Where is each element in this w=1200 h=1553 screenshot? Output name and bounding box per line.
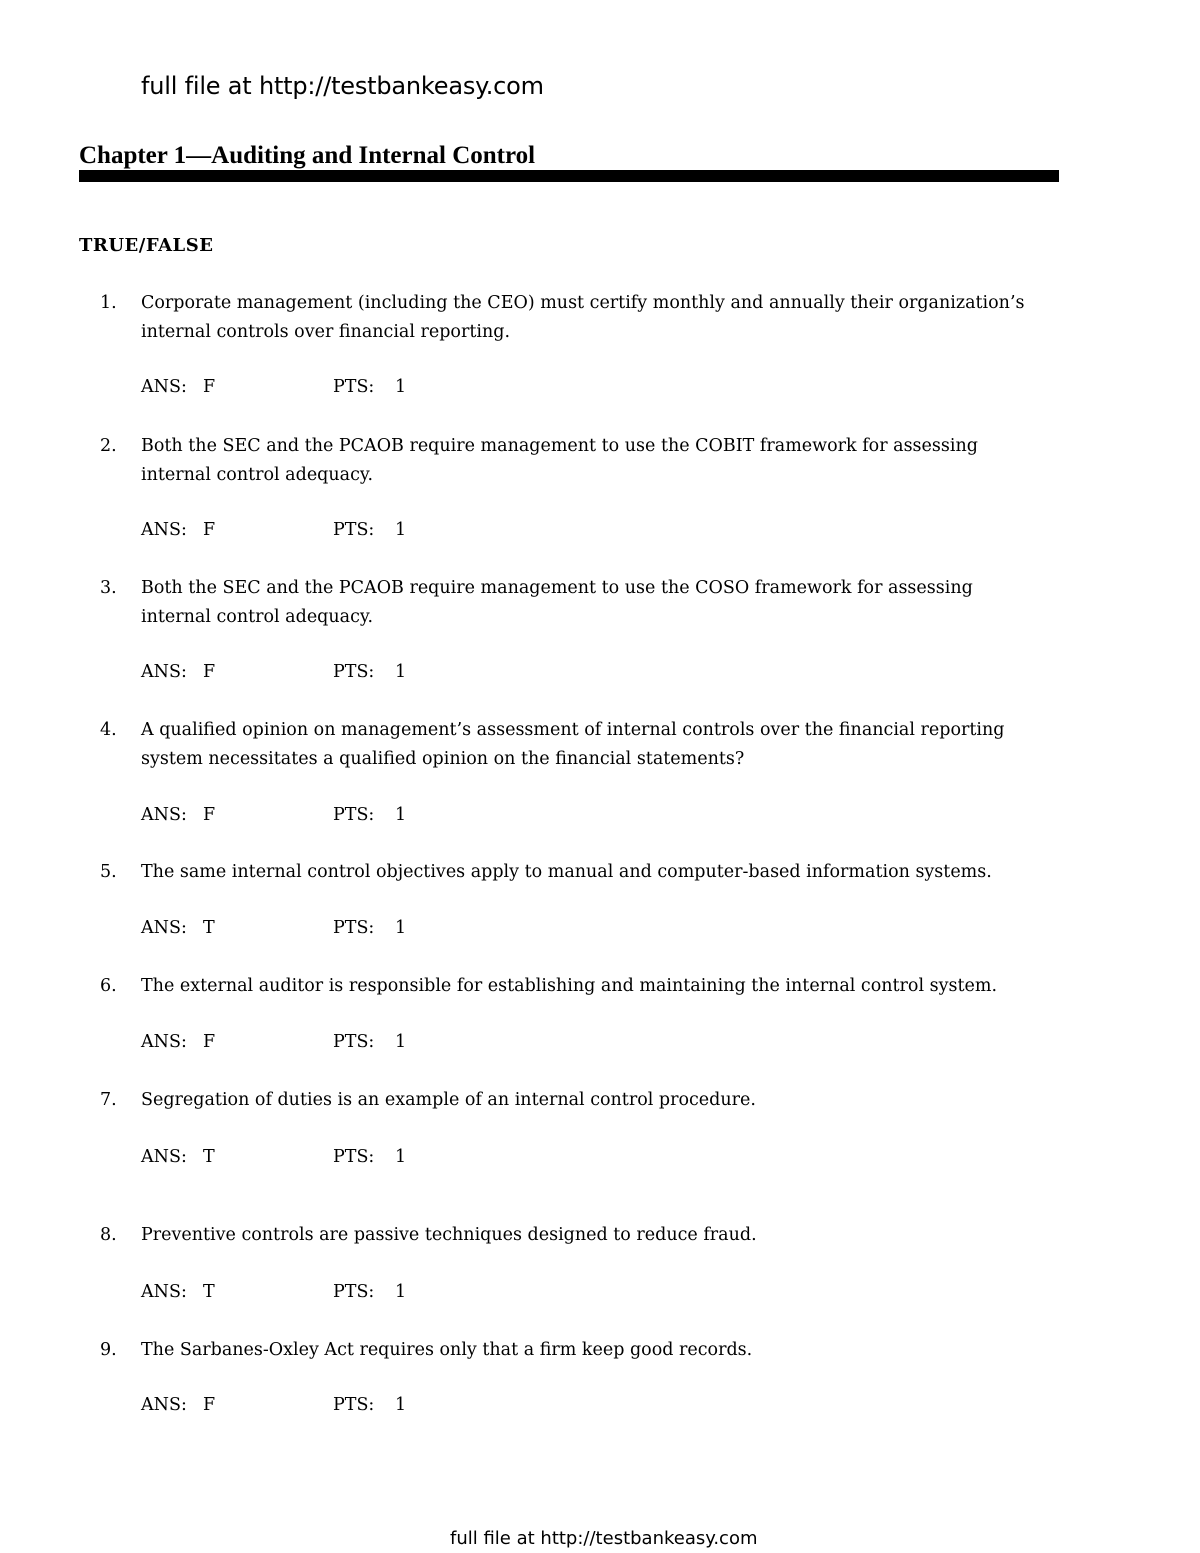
ans-label: ANS: bbox=[141, 377, 187, 397]
question-7 bbox=[100, 1086, 1060, 1115]
answer-row-3 bbox=[141, 662, 406, 682]
question-3 bbox=[100, 574, 1060, 632]
chapter-title: Chapter 1—Auditing and Internal Control bbox=[79, 142, 536, 169]
answer-value: T bbox=[203, 1282, 215, 1302]
pts-label: PTS: bbox=[333, 520, 375, 540]
pts-label: PTS: bbox=[333, 1032, 375, 1052]
points-value: 1 bbox=[395, 662, 407, 682]
answer-value: F bbox=[203, 805, 216, 825]
question-text: The Sarbanes-Oxley Act requires only that a firm keep good records. bbox=[141, 1340, 753, 1360]
section-heading: TRUE/FALSE bbox=[79, 235, 214, 256]
ans-label: ANS: bbox=[141, 1032, 187, 1052]
answer-value: F bbox=[203, 662, 216, 682]
question-text: Corporate management (including the CEO) must certify monthly and annually their organization’s internal controls over financial reporting. bbox=[141, 293, 1025, 342]
answer-value: F bbox=[203, 1395, 216, 1415]
question-number: 8. bbox=[100, 1225, 117, 1245]
question-6 bbox=[100, 972, 1060, 1001]
title-rule bbox=[79, 170, 1059, 182]
question-1 bbox=[100, 289, 1060, 347]
question-number: 9. bbox=[100, 1340, 117, 1360]
ans-label: ANS: bbox=[141, 1395, 187, 1415]
ans-label: ANS: bbox=[141, 918, 187, 938]
points-value: 1 bbox=[395, 520, 407, 540]
question-text: Segregation of duties is an example of an internal control procedure. bbox=[141, 1090, 756, 1110]
points-value: 1 bbox=[395, 918, 407, 938]
question-5 bbox=[100, 858, 1060, 887]
question-9 bbox=[100, 1336, 1060, 1365]
pts-label: PTS: bbox=[333, 662, 375, 682]
ans-label: ANS: bbox=[141, 1282, 187, 1302]
answer-row-6 bbox=[141, 1032, 406, 1052]
ans-label: ANS: bbox=[141, 805, 187, 825]
answer-row-1 bbox=[141, 377, 406, 397]
points-value: 1 bbox=[395, 377, 407, 397]
pts-label: PTS: bbox=[333, 1282, 375, 1302]
pts-label: PTS: bbox=[333, 377, 375, 397]
pts-label: PTS: bbox=[333, 805, 375, 825]
answer-value: F bbox=[203, 1032, 216, 1052]
question-number: 3. bbox=[100, 578, 117, 598]
answer-value: T bbox=[203, 918, 215, 938]
answer-row-7 bbox=[141, 1147, 406, 1167]
points-value: 1 bbox=[395, 805, 407, 825]
header-link[interactable]: full file at http://testbankeasy.com bbox=[141, 72, 544, 100]
footer-link[interactable]: full file at http://testbankeasy.com bbox=[450, 1528, 758, 1549]
answer-value: F bbox=[203, 520, 216, 540]
question-number: 5. bbox=[100, 862, 117, 882]
pts-label: PTS: bbox=[333, 918, 375, 938]
answer-row-2 bbox=[141, 520, 406, 540]
points-value: 1 bbox=[395, 1395, 407, 1415]
question-text: The same internal control objectives apply to manual and computer-based information systems. bbox=[141, 862, 992, 882]
question-text: The external auditor is responsible for establishing and maintaining the internal control system. bbox=[141, 976, 998, 996]
question-text: Both the SEC and the PCAOB require management to use the COBIT framework for assessing internal control adequacy. bbox=[141, 436, 978, 485]
question-number: 6. bbox=[100, 976, 117, 996]
question-4 bbox=[100, 716, 1060, 774]
points-value: 1 bbox=[395, 1282, 407, 1302]
pts-label: PTS: bbox=[333, 1147, 375, 1167]
pts-label: PTS: bbox=[333, 1395, 375, 1415]
ans-label: ANS: bbox=[141, 520, 187, 540]
question-8 bbox=[100, 1221, 1060, 1250]
question-number: 2. bbox=[100, 436, 117, 456]
ans-label: ANS: bbox=[141, 1147, 187, 1167]
question-text: Preventive controls are passive techniques designed to reduce fraud. bbox=[141, 1225, 757, 1245]
question-2 bbox=[100, 432, 1060, 490]
points-value: 1 bbox=[395, 1147, 407, 1167]
ans-label: ANS: bbox=[141, 662, 187, 682]
answer-row-9 bbox=[141, 1395, 406, 1415]
answer-row-5 bbox=[141, 918, 406, 938]
answer-value: F bbox=[203, 377, 216, 397]
question-text: Both the SEC and the PCAOB require management to use the COSO framework for assessing internal control adequacy. bbox=[141, 578, 973, 627]
question-number: 4. bbox=[100, 720, 117, 740]
answer-row-8 bbox=[141, 1282, 406, 1302]
question-text: A qualified opinion on management’s assessment of internal controls over the financial reporting system necessitates a qualified opinion on the financial statements? bbox=[141, 720, 1005, 769]
question-number: 7. bbox=[100, 1090, 117, 1110]
points-value: 1 bbox=[395, 1032, 407, 1052]
answer-row-4 bbox=[141, 805, 406, 825]
answer-value: T bbox=[203, 1147, 215, 1167]
question-number: 1. bbox=[100, 293, 117, 313]
